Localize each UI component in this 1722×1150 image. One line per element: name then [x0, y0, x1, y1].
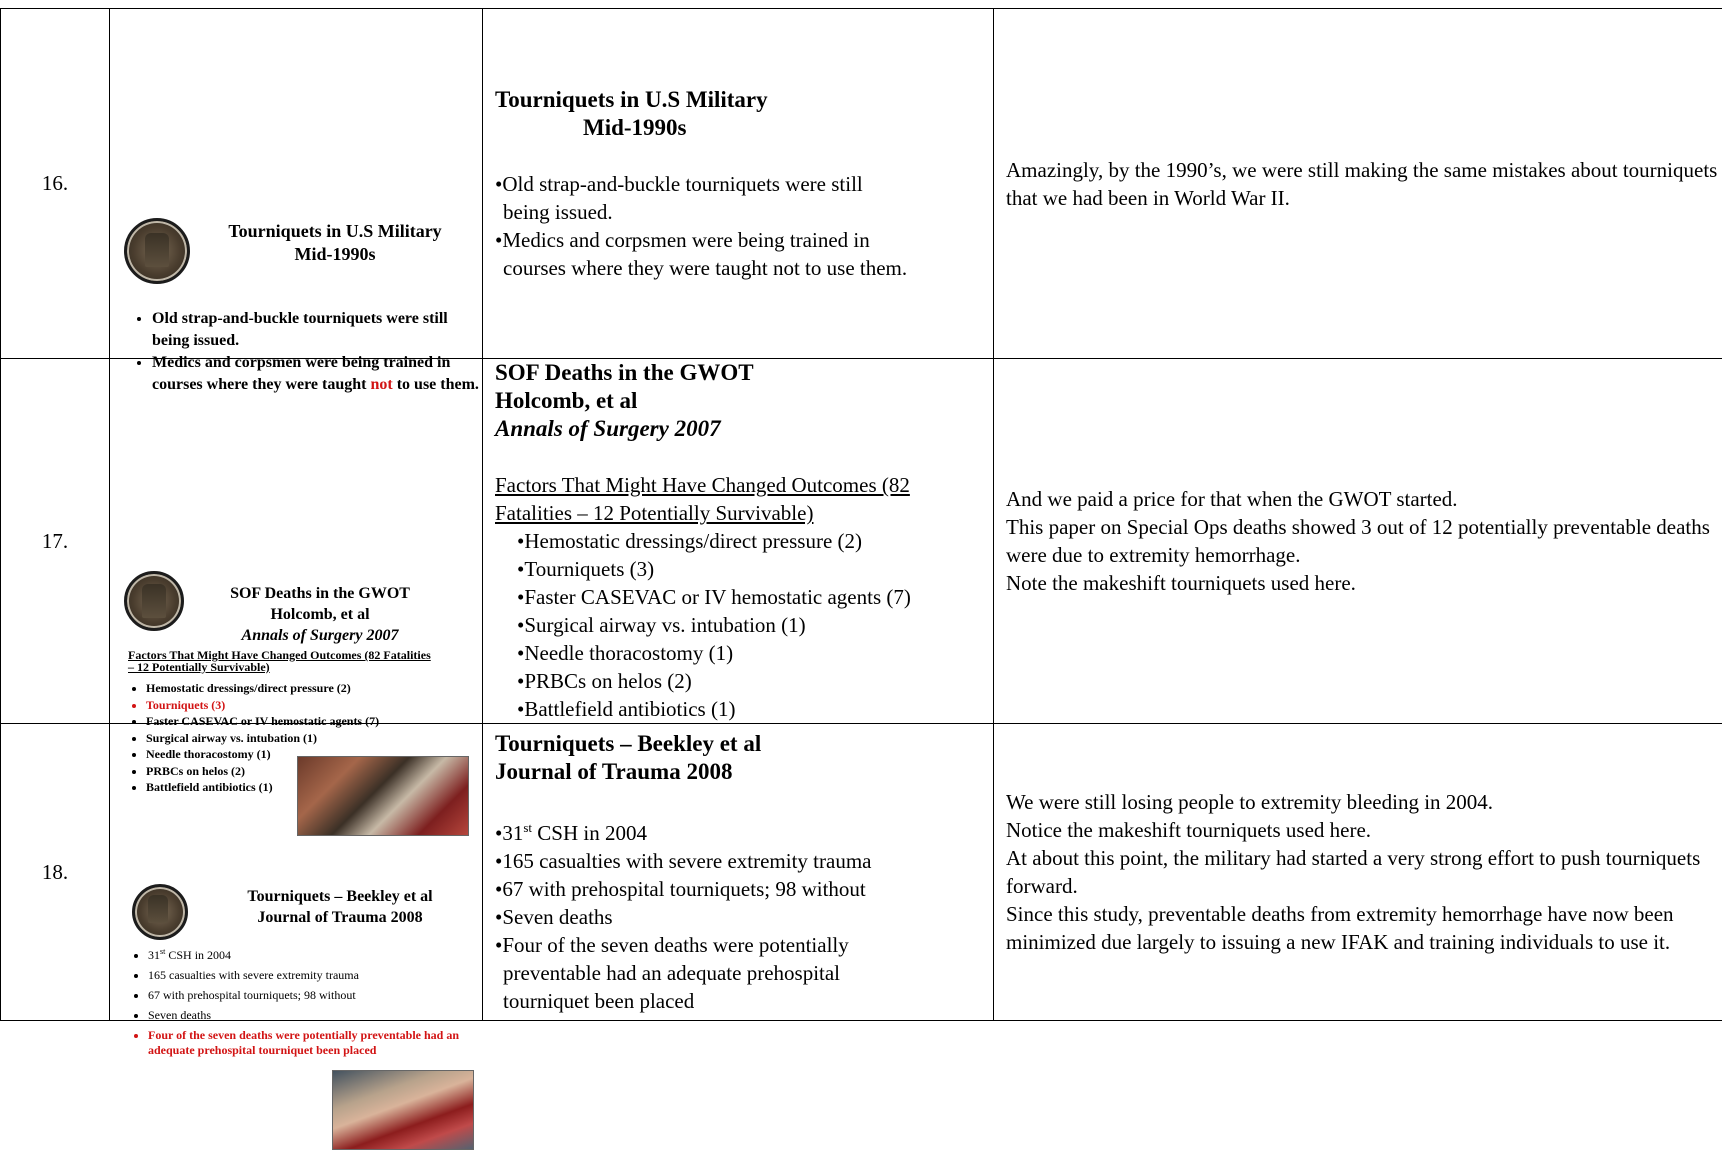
slide-text-title: Tourniquets – Beekley et al	[495, 730, 993, 758]
slide-text-title: SOF Deaths in the GWOT	[495, 359, 993, 387]
slide-text-title: Mid-1990s	[495, 114, 993, 142]
slide-thumbnail	[110, 359, 483, 724]
slide-bullet: • 31st CSH in 2004	[148, 942, 478, 965]
slide-bullet: • Old strap-and-buckle tourniquets were still being issued.	[152, 308, 482, 352]
slide-text-title: Journal of Trauma 2008	[495, 758, 993, 786]
table-row	[1, 9, 1722, 359]
slide-text-line: tourniquet been placed	[495, 987, 993, 1015]
speaker-notes-line: And we paid a price for that when the GWOT started.	[1006, 485, 1722, 513]
slide-number: 17.	[1, 359, 110, 724]
slide-text-line: •Old strap-and-buckle tourniquets were still	[495, 170, 993, 198]
slide-bullet: • Four of the seven deaths were potentially preventable had an adequate prehospital tourniquet been placed	[148, 1028, 478, 1058]
unit-seal-icon	[124, 218, 190, 284]
slide-text-content	[483, 359, 993, 723]
slide-title	[190, 220, 480, 266]
slide-text	[483, 359, 994, 724]
slide-number: 16.	[1, 9, 110, 359]
slide-text-line: courses where they were taught not to use them.	[495, 254, 993, 282]
slide-text-title: Holcomb, et al	[495, 387, 993, 415]
slide-title	[210, 886, 470, 928]
slide-title-line: Mid-1990s	[190, 243, 480, 266]
slide-bullet: • PRBCs on helos (2)	[146, 763, 486, 780]
slide-text-line: preventable had an adequate prehospital	[495, 959, 993, 987]
unit-seal-icon	[124, 571, 184, 631]
slide-bullet: • Faster CASEVAC or IV hemostatic agents (7)	[146, 713, 486, 730]
speaker-notes	[994, 724, 1722, 1021]
speaker-notes-text	[994, 485, 1722, 597]
speaker-notes-line: We were still losing people to extremity bleeding in 2004.	[1006, 788, 1722, 816]
slide-title-line: Holcomb, et al	[190, 604, 450, 625]
slide-text	[483, 9, 994, 359]
slide-title	[190, 583, 450, 646]
casualty-photo	[297, 756, 469, 836]
speaker-notes-text	[994, 788, 1722, 956]
slide-title-line: Annals of Surgery 2007	[190, 625, 450, 646]
slides-notes-table	[0, 8, 1722, 1021]
slide-text-line: •Medics and corpsmen were being trained in	[495, 226, 993, 254]
speaker-notes-line: Since this study, preventable deaths from extremity hemorrhage have now been minimized due largely to issuing a new IFAK and training individuals to use it.	[1006, 900, 1722, 956]
slide-text-line: •67 with prehospital tourniquets; 98 without	[495, 875, 993, 903]
slide-bullet: • 165 casualties with severe extremity trauma	[148, 965, 478, 985]
slide-text-line: Factors That Might Have Changed Outcomes (82	[495, 471, 993, 499]
slide-text-title: Annals of Surgery 2007	[495, 415, 993, 443]
slide-text-line: •Hemostatic dressings/direct pressure (2)	[495, 527, 993, 555]
slide-text-line: •Tourniquets (3)	[495, 555, 993, 583]
slide-text-content	[483, 86, 993, 282]
slide-bullets	[128, 942, 478, 1058]
slide-text-line: •Four of the seven deaths were potentially	[495, 931, 993, 959]
slide-bullet: • Needle thoracostomy (1)	[146, 746, 486, 763]
slide-text-line: •PRBCs on helos (2)	[495, 667, 993, 695]
slide-bullets	[132, 308, 482, 396]
slide-title-line: Tourniquets in U.S Military	[190, 220, 480, 243]
speaker-notes	[994, 359, 1722, 724]
unit-seal-icon	[132, 884, 188, 940]
slide-text-line: •Battlefield antibiotics (1)	[495, 695, 993, 723]
slide-thumbnail	[110, 9, 483, 359]
speaker-notes-line: This paper on Special Ops deaths showed 3 out of 12 potentially preventable deaths were due to extremity hemorrhage.	[1006, 513, 1722, 569]
speaker-notes-line: Note the makeshift tourniquets used here.	[1006, 569, 1722, 597]
slide-text-line: Fatalities – 12 Potentially Survivable)	[495, 499, 993, 527]
table-row	[1, 359, 1722, 724]
slide-title-line: Tourniquets – Beekley et al	[210, 886, 470, 907]
slide-text-line: •Faster CASEVAC or IV hemostatic agents (7)	[495, 583, 993, 611]
casualty-photo	[332, 1070, 474, 1150]
slide-bullet: • 67 with prehospital tourniquets; 98 without	[148, 985, 478, 1005]
slide-text-content	[483, 730, 993, 1015]
slide-title-line: SOF Deaths in the GWOT	[190, 583, 450, 604]
slide-bullet: • Tourniquets (3)	[146, 697, 486, 714]
slide-text-line: •31st CSH in 2004	[495, 814, 993, 847]
slide-bullet: • Battlefield antibiotics (1)	[146, 779, 486, 796]
speaker-notes-text: Amazingly, by the 1990’s, we were still making the same mistakes about tourniquets that we had been in World War II.	[994, 156, 1722, 212]
slide-bullet: • Hemostatic dressings/direct pressure (2)	[146, 680, 486, 697]
slide-number: 18.	[1, 724, 110, 1021]
slide-text-line: •Seven deaths	[495, 903, 993, 931]
slide-text-title: Tourniquets in U.S Military	[495, 86, 993, 114]
slide-text-line: •Surgical airway vs. intubation (1)	[495, 611, 993, 639]
slide-bullet: • Surgical airway vs. intubation (1)	[146, 730, 486, 747]
speaker-notes-line: At about this point, the military had started a very strong effort to push tourniquets forward.	[1006, 844, 1722, 900]
slide-text	[483, 724, 994, 1021]
speaker-notes-line: Notice the makeshift tourniquets used here.	[1006, 816, 1722, 844]
slide-text-line: •165 casualties with severe extremity trauma	[495, 847, 993, 875]
speaker-notes	[994, 9, 1722, 359]
slide-bullet: • Seven deaths	[148, 1005, 478, 1025]
slide-text-line: •Needle thoracostomy (1)	[495, 639, 993, 667]
slide-title-line: Journal of Trauma 2008	[210, 907, 470, 928]
slide-factors-heading: Factors That Might Have Changed Outcomes (82 Fatalities – 12 Potentially Survivable)	[128, 649, 438, 673]
slide-text-line: being issued.	[495, 198, 993, 226]
slide-bullet: • Medics and corpsmen were being trained in courses where they were taught not to use them.	[152, 352, 482, 396]
